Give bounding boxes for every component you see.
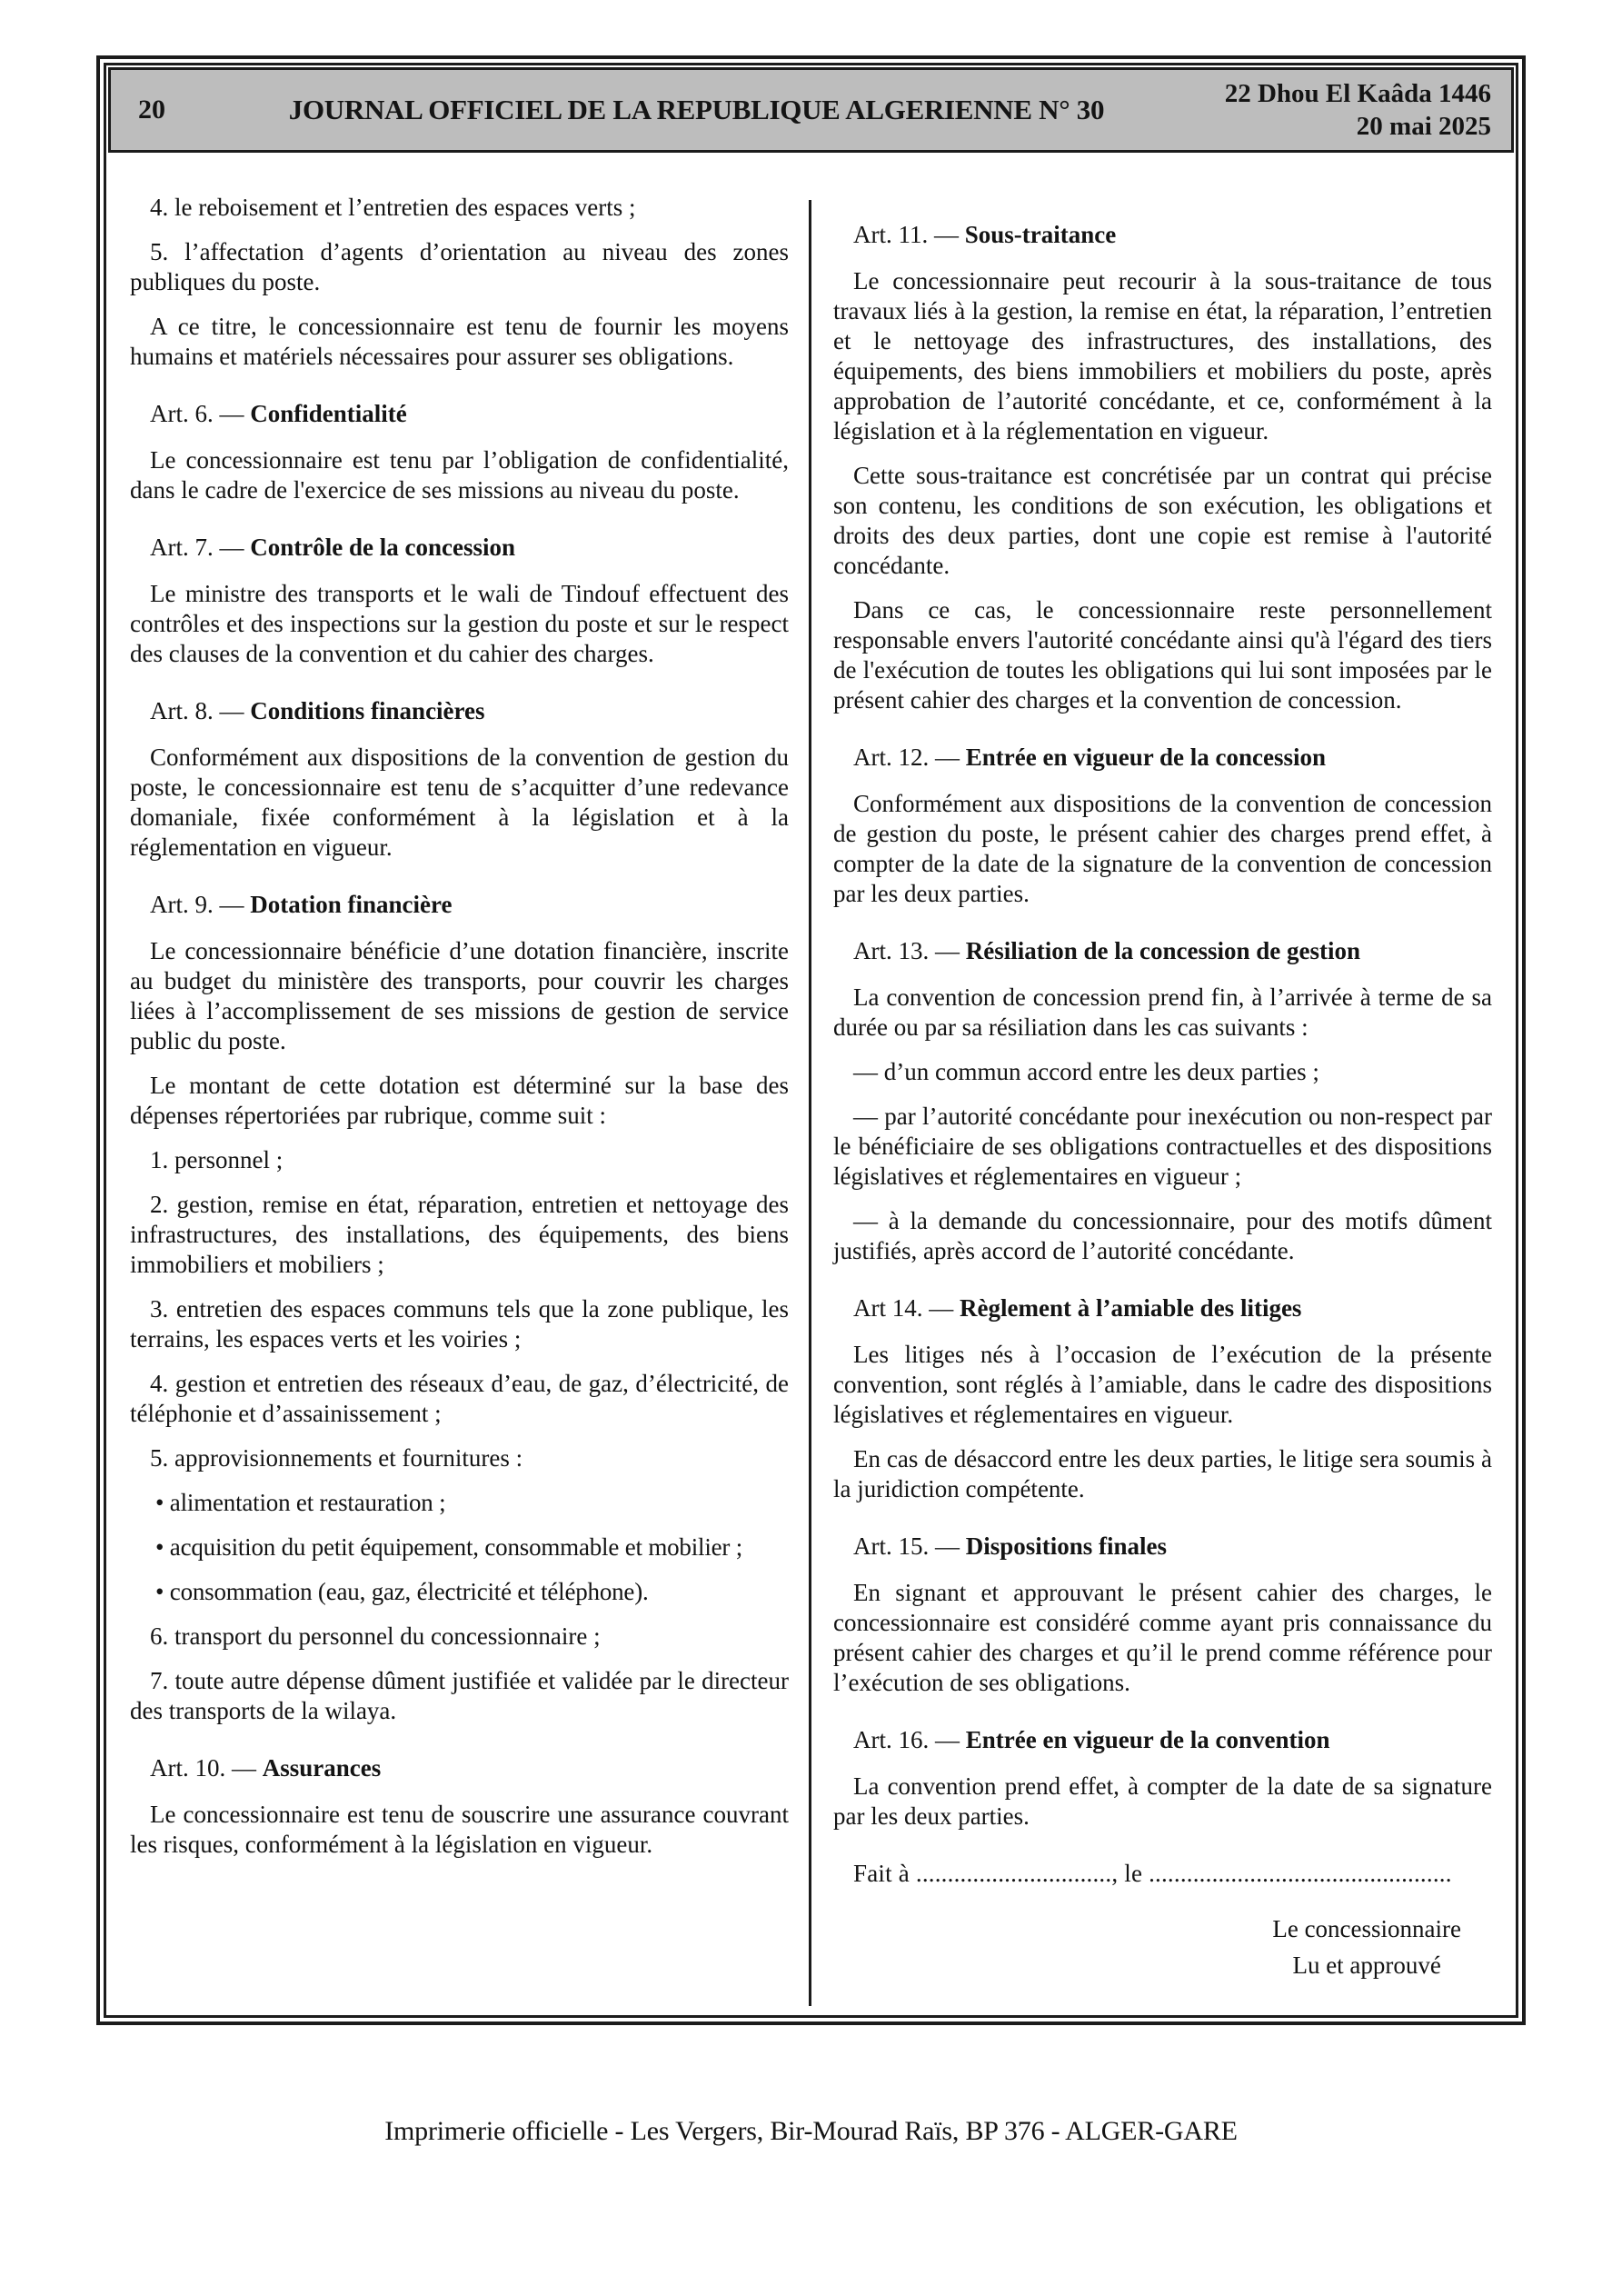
paragraph: Le concessionnaire est tenu par l’obligation de confidentialité, dans le cadre de l'exercice de ses missions au niveau du poste. — [130, 446, 789, 504]
paragraph: 5. l’affectation d’agents d’orientation au niveau des zones publiques du poste. — [130, 238, 789, 295]
article-number: Art. 15. — — [853, 1532, 966, 1560]
paragraph: 6. transport du personnel du concessionnaire ; — [150, 1622, 601, 1650]
document-frame-inner — [104, 63, 1518, 2018]
paragraph: 7. toute autre dépense dûment justifiée et validée par le directeur des transports de la wilaya. — [130, 1667, 789, 1724]
paragraph: A ce titre, le concessionnaire est tenu de fournir les moyens humains et matériels nécessaires pour assurer ses obligations. — [130, 313, 789, 370]
paragraph: En cas de désaccord entre les deux parties, le litige sera soumis à la juridiction compétente. — [833, 1445, 1492, 1502]
article-title: Dispositions finales — [965, 1532, 1168, 1560]
paragraph: 1. personnel ; — [150, 1146, 284, 1173]
signature-block — [1272, 1911, 1461, 1983]
article-title: Assurances — [262, 1754, 382, 1782]
signature-line: Le concessionnaire — [1272, 1915, 1461, 1942]
article-title: Sous-traitance — [964, 221, 1117, 248]
paragraph: Cette sous-traitance est concrétisée par un contrat qui précise son contenu, les conditions de son exécution, les obligations et droits des deux parties, dont une copie est remise à l'autorité concédante. — [833, 462, 1492, 579]
article-title: Règlement à l’amiable des litiges — [960, 1294, 1302, 1322]
article-number: Art 14. — — [853, 1294, 960, 1322]
article-number: Art. 9. — — [150, 891, 251, 918]
article-heading — [130, 533, 789, 563]
article-heading — [833, 1725, 1492, 1755]
article-heading — [833, 1532, 1492, 1562]
header-dates — [1128, 77, 1511, 143]
paragraph: Dans ce cas, le concessionnaire reste personnellement responsable envers l'autorité concédante ainsi qu'à l'égard des tiers de l'exécution de toutes les obligations qui lui sont imposées par le présent cahier des charges et la convention de concession. — [833, 596, 1492, 714]
paragraph: La convention de concession prend fin, à l’arrivée à terme de sa durée ou par sa résiliation dans les cas suivants : — [833, 983, 1492, 1041]
article-title: Résiliation de la concession de gestion — [965, 937, 1361, 964]
journal-header — [108, 67, 1514, 153]
article-title: Entrée en vigueur de la concession — [965, 744, 1326, 771]
article-heading — [130, 890, 789, 920]
paragraph: — à la demande du concessionnaire, pour des motifs dûment justifiés, après accord de l’autorité concédante. — [833, 1207, 1492, 1264]
fill-in-line: Fait à ..............................., le ................................................ — [853, 1860, 1452, 1887]
article-heading — [833, 936, 1492, 966]
paragraph: Le montant de cette dotation est déterminé sur la base des dépenses répertoriées par rubrique, comme suit : — [130, 1072, 789, 1129]
bullet-item: • consommation (eau, gaz, électricité et téléphone). — [155, 1578, 649, 1605]
article-number: Art. 7. — — [150, 534, 251, 561]
paragraph: Le ministre des transports et le wali de Tindouf effectuent des contrôles et des inspections sur la gestion du poste et sur le respect des clauses de la convention et du cahier des charges. — [130, 580, 789, 667]
date-hijri: 22 Dhou El Kaâda 1446 — [1224, 79, 1491, 108]
paragraph: Le concessionnaire peut recourir à la sous-traitance de tous travaux liés à la gestion, la remise en état, la réparation, l’entretien et le nettoyage des infrastructures, des installations, des équipements, des biens immobiliers et mobiliers du poste, après approbation de l’autorité concédante, et ce, conformément à la législation et à la réglementation en vigueur. — [833, 267, 1492, 444]
article-heading — [833, 743, 1492, 773]
two-column-content — [106, 153, 1516, 2015]
article-heading — [833, 220, 1492, 250]
paragraph: En signant et approuvant le présent cahier des charges, le concessionnaire est considéré comme ayant pris connaissance du présent cahier des charges et qu’il le prend comme référence pour l’exécution de ses obligations. — [833, 1579, 1492, 1696]
paragraph: 4. gestion et entretien des réseaux d’eau, de gaz, d’électricité, de téléphonie et d’assainissement ; — [130, 1370, 789, 1427]
bullet-item: • alimentation et restauration ; — [155, 1489, 446, 1516]
paragraph: 4. le reboisement et l’entretien des espaces verts ; — [150, 194, 636, 221]
paragraph: 3. entretien des espaces communs tels que la zone publique, les terrains, les espaces verts et les voiries ; — [130, 1295, 789, 1353]
article-number: Art. 11. — — [853, 221, 965, 248]
document-frame — [96, 55, 1526, 2025]
paragraph: La convention prend effet, à compter de la date de sa signature par les deux parties. — [833, 1772, 1492, 1830]
article-heading — [130, 1753, 789, 1783]
article-heading — [833, 1293, 1492, 1323]
article-number: Art. 6. — — [150, 400, 251, 427]
article-number: Art. 8. — — [150, 697, 251, 724]
paragraph: — d’un commun accord entre les deux parties ; — [853, 1058, 1319, 1085]
left-column — [106, 153, 809, 2015]
paragraph: — par l’autorité concédante pour inexécution ou non-respect par le bénéficiaire de ses obligations contractuelles et des dispositions législatives et réglementaires en vigueur ; — [833, 1103, 1492, 1190]
article-number: Art. 12. — — [853, 744, 966, 771]
paragraph: Conformément aux dispositions de la convention de gestion du poste, le concessionnaire est tenu de s’acquitter d’une redevance domaniale, fixée conformément à la législation et à la réglementation en vigueur. — [130, 744, 789, 861]
imprint-footer: Imprimerie officielle - Les Vergers, Bir-Mourad Raïs, BP 376 - ALGER-GARE — [384, 2116, 1238, 2146]
date-gregorian: 20 mai 2025 — [1356, 112, 1491, 141]
article-heading — [130, 696, 789, 726]
right-column — [811, 153, 1516, 2015]
paragraph: Le concessionnaire est tenu de souscrire une assurance couvrant les risques, conformément à la législation en vigueur. — [130, 1801, 789, 1858]
page-number: 20 — [138, 95, 165, 125]
paragraph: Le concessionnaire bénéficie d’une dotation financière, inscrite au budget du ministère des transports, pour couvrir les charges liées à l’accomplissement de ses missions de gestion de service public du poste. — [130, 937, 789, 1054]
article-number: Art. 13. — — [853, 937, 966, 964]
signature-line: Lu et approuvé — [1292, 1952, 1441, 1979]
article-title: Conditions financières — [250, 697, 485, 724]
article-heading — [130, 399, 789, 429]
paragraph: Conformément aux dispositions de la convention de concession de gestion du poste, le présent cahier des charges prend effet, à compter de la date de la signature de la convention de concession par les deux parties. — [833, 790, 1492, 907]
paragraph: Les litiges nés à l’occasion de l’exécution de la présente convention, sont réglés à l’amiable, dans le cadre des dispositions législatives et réglementaires en vigueur. — [833, 1341, 1492, 1428]
bullet-item: • acquisition du petit équipement, consommable et mobilier ; — [155, 1533, 743, 1561]
article-title: Entrée en vigueur de la convention — [965, 1726, 1330, 1753]
paragraph: 5. approvisionnements et fournitures : — [150, 1444, 523, 1472]
article-title: Contrôle de la concession — [250, 534, 515, 561]
article-number: Art. 10. — — [150, 1754, 263, 1782]
journal-title: JOURNAL OFFICIEL DE LA REPUBLIQUE ALGERIENNE N° 30 — [288, 94, 1105, 125]
article-title: Confidentialité — [250, 400, 407, 427]
article-number: Art. 16. — — [853, 1726, 966, 1753]
article-title: Dotation financière — [250, 891, 453, 918]
paragraph: 2. gestion, remise en état, réparation, entretien et nettoyage des infrastructures, des installations, des équipements, des biens immobiliers et mobiliers ; — [130, 1191, 789, 1278]
